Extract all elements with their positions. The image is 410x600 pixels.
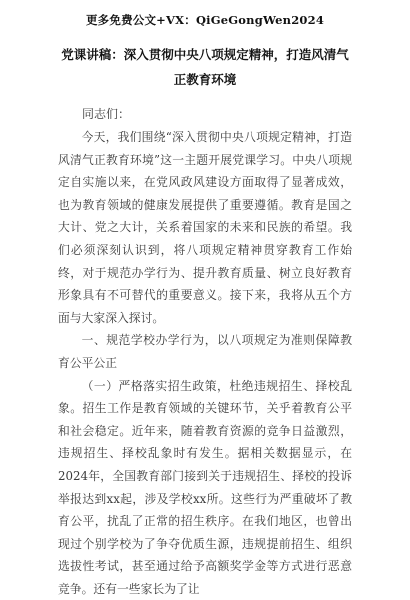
document-title: 党课讲稿：深入贯彻中央八项规定精神，打造风清气正教育环境 [61,47,349,87]
greeting: 同志们： [82,107,131,121]
subsection-paragraph: （一）严格落实招生政策，杜绝违规招生、择校乱象。招生工作是教育领域的关键环节，关乎着教育公平和社会稳定。近年来，随着教育资源的竞争日益激烈，违规招生、择校乱象时有发生。据相关数据显示，在2024年，全国教育部门接到关于违规招生、择校的投诉举报达到xx起，涉及学校xx所。这些行为严重破坏了教育公平，扰乱了正常的招生秩序。在我们地区，也曾出现过个别学校为了争夺优质生源，违规提前招生、组织选拔性考试，甚至通过给予高额奖学金等方式进行恶意竞争。还有一些家长为了让 [58,378,352,596]
intro-paragraph: 今天，我们围绕“深入贯彻中央八项规定精神，打造风清气正教育环境”这一主题开展党课学习。中央八项规定自实施以来，在党风政风建设方面取得了显著成效，也为教育领域的健康发展提供了重要遵循。教育是国之大计、党之大计，关系着国家的未来和民族的希望。我们必须深刻认识到，将八项规定精神贯穿教育工作始终，对于规范办学行为、提升教育质量、树立良好教育形象具有不可替代的重要意义。接下来，我将从五个方面与大家深入探讨。 [58,130,352,325]
section-heading: 一、规范学校办学行为，以八项规定为准则保障教育公平公正 [58,333,352,370]
watermark-banner: 更多免费公文+VX：QiGeGongWen2024 [85,13,325,27]
